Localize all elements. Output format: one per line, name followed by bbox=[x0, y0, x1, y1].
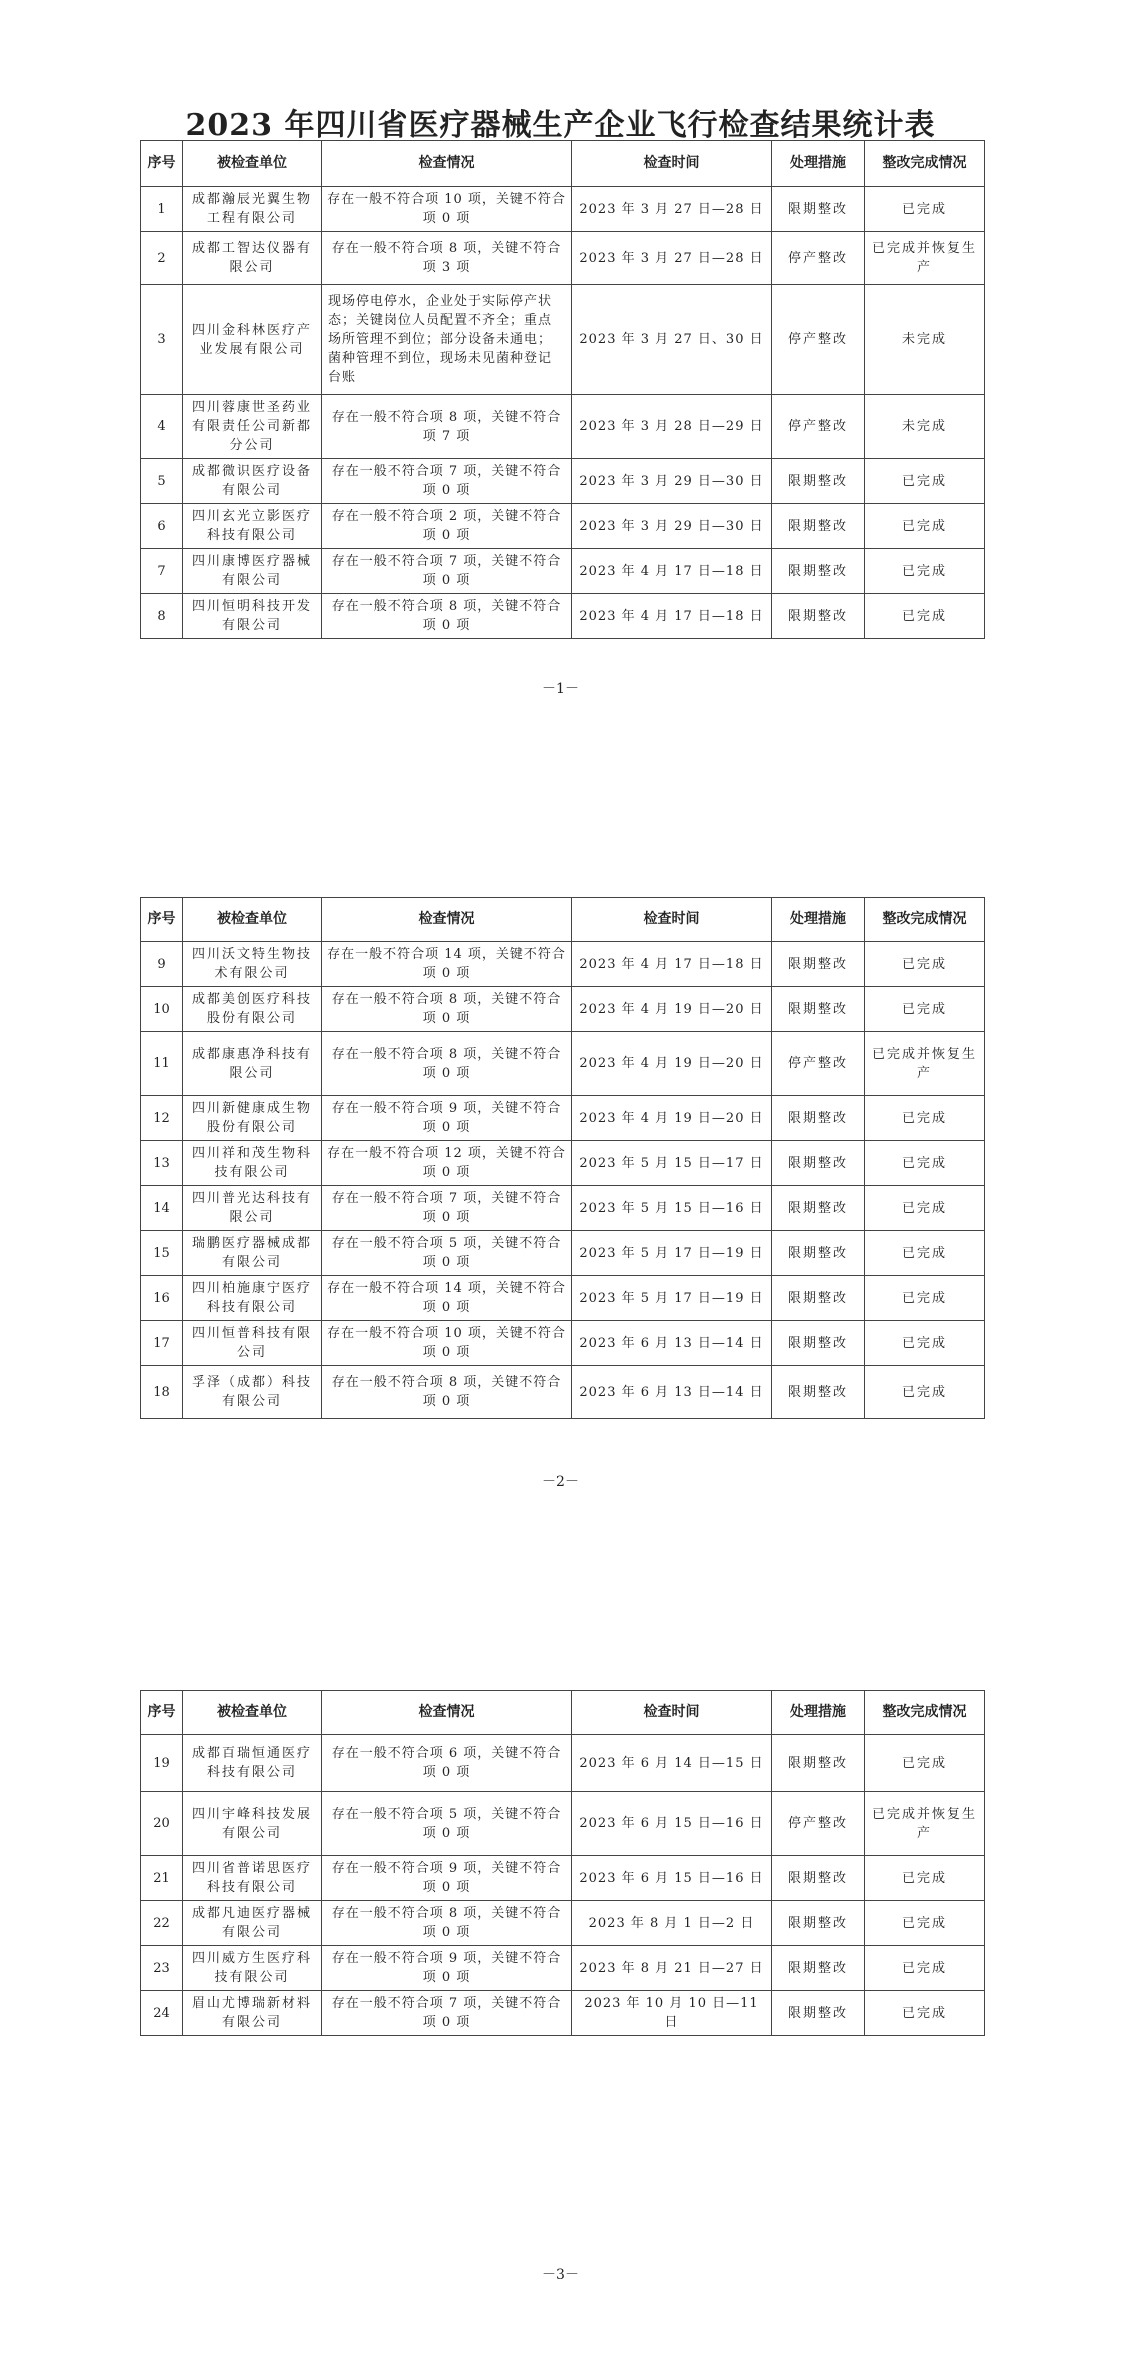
cell-date: 2023 年 4 月 19 日—20 日 bbox=[572, 1032, 772, 1096]
cell-date: 2023 年 6 月 15 日—16 日 bbox=[572, 1856, 772, 1901]
cell-measure: 限期整改 bbox=[772, 987, 865, 1032]
table-row bbox=[141, 285, 985, 395]
cell-status: 已完成 bbox=[865, 1186, 985, 1231]
cell-unit: 眉山尤博瑞新材料有限公司 bbox=[183, 1991, 322, 2036]
cell-status: 已完成 bbox=[865, 187, 985, 232]
cell-measure: 限期整改 bbox=[772, 1231, 865, 1276]
cell-unit: 四川康博医疗器械有限公司 bbox=[183, 549, 322, 594]
cell-measure: 限期整改 bbox=[772, 594, 865, 639]
cell-measure: 限期整改 bbox=[772, 1141, 865, 1186]
cell-status: 已完成并恢复生产 bbox=[865, 1032, 985, 1096]
cell-measure: 限期整改 bbox=[772, 549, 865, 594]
cell-seq: 14 bbox=[141, 1186, 183, 1231]
header-date: 检查时间 bbox=[572, 1691, 772, 1735]
table-row bbox=[141, 1032, 985, 1096]
cell-date: 2023 年 3 月 27 日—28 日 bbox=[572, 187, 772, 232]
header-detail: 检查情况 bbox=[322, 1691, 572, 1735]
cell-seq: 18 bbox=[141, 1366, 183, 1419]
cell-measure: 限期整改 bbox=[772, 1321, 865, 1366]
cell-detail: 存在一般不符合项 2 项，关键不符合项 0 项 bbox=[322, 504, 572, 549]
header-measure: 处理措施 bbox=[772, 1691, 865, 1735]
cell-detail: 存在一般不符合项 9 项，关键不符合项 0 项 bbox=[322, 1096, 572, 1141]
cell-unit: 成都瀚辰光翼生物工程有限公司 bbox=[183, 187, 322, 232]
cell-date: 2023 年 3 月 29 日—30 日 bbox=[572, 504, 772, 549]
table-row bbox=[141, 504, 985, 549]
cell-date: 2023 年 4 月 19 日—20 日 bbox=[572, 987, 772, 1032]
cell-unit: 四川普光达科技有限公司 bbox=[183, 1186, 322, 1231]
document-title: 2023 年四川省医疗器械生产企业飞行检查结果统计表 bbox=[185, 108, 936, 143]
cell-status: 已完成 bbox=[865, 459, 985, 504]
header-status: 整改完成情况 bbox=[865, 898, 985, 942]
cell-date: 2023 年 6 月 13 日—14 日 bbox=[572, 1321, 772, 1366]
cell-seq: 9 bbox=[141, 942, 183, 987]
table-row bbox=[141, 942, 985, 987]
table-row bbox=[141, 1141, 985, 1186]
cell-seq: 17 bbox=[141, 1321, 183, 1366]
cell-date: 2023 年 10 月 10 日—11 日 bbox=[572, 1991, 772, 2036]
table-row bbox=[141, 1735, 985, 1792]
cell-status: 已完成并恢复生产 bbox=[865, 232, 985, 285]
header-unit: 被检查单位 bbox=[183, 141, 322, 187]
cell-unit: 四川宇峰科技发展有限公司 bbox=[183, 1792, 322, 1856]
cell-seq: 16 bbox=[141, 1276, 183, 1321]
cell-status: 未完成 bbox=[865, 395, 985, 459]
cell-seq: 3 bbox=[141, 285, 183, 395]
cell-measure: 停产整改 bbox=[772, 1792, 865, 1856]
cell-measure: 限期整改 bbox=[772, 504, 865, 549]
cell-measure: 停产整改 bbox=[772, 232, 865, 285]
cell-detail: 存在一般不符合项 8 项，关键不符合项 0 项 bbox=[322, 594, 572, 639]
table-row bbox=[141, 1276, 985, 1321]
cell-detail: 存在一般不符合项 7 项，关键不符合项 0 项 bbox=[322, 1186, 572, 1231]
page-number: －3－ bbox=[542, 2267, 579, 2283]
cell-detail: 存在一般不符合项 8 项，关键不符合项 7 项 bbox=[322, 395, 572, 459]
header-date: 检查时间 bbox=[572, 141, 772, 187]
cell-measure: 停产整改 bbox=[772, 1032, 865, 1096]
cell-status: 已完成 bbox=[865, 1901, 985, 1946]
cell-detail: 存在一般不符合项 5 项，关键不符合项 0 项 bbox=[322, 1792, 572, 1856]
cell-unit: 四川蓉康世圣药业有限责任公司新都分公司 bbox=[183, 395, 322, 459]
header-measure: 处理措施 bbox=[772, 898, 865, 942]
cell-unit: 成都工智达仪器有限公司 bbox=[183, 232, 322, 285]
cell-date: 2023 年 4 月 17 日—18 日 bbox=[572, 594, 772, 639]
header-measure: 处理措施 bbox=[772, 141, 865, 187]
cell-measure: 限期整改 bbox=[772, 1946, 865, 1991]
table-row bbox=[141, 1856, 985, 1901]
cell-unit: 成都百瑞恒通医疗科技有限公司 bbox=[183, 1735, 322, 1792]
header-detail: 检查情况 bbox=[322, 141, 572, 187]
cell-detail: 存在一般不符合项 7 项，关键不符合项 0 项 bbox=[322, 1991, 572, 2036]
table-row bbox=[141, 1096, 985, 1141]
cell-measure: 限期整改 bbox=[772, 1991, 865, 2036]
cell-date: 2023 年 5 月 17 日—19 日 bbox=[572, 1276, 772, 1321]
cell-measure: 限期整改 bbox=[772, 1735, 865, 1792]
page-number: －1－ bbox=[542, 681, 579, 697]
cell-status: 已完成 bbox=[865, 1141, 985, 1186]
cell-unit: 四川恒明科技开发有限公司 bbox=[183, 594, 322, 639]
cell-unit: 成都凡迪医疗器械有限公司 bbox=[183, 1901, 322, 1946]
cell-seq: 1 bbox=[141, 187, 183, 232]
cell-measure: 限期整改 bbox=[772, 1276, 865, 1321]
cell-date: 2023 年 3 月 27 日—28 日 bbox=[572, 232, 772, 285]
cell-detail: 存在一般不符合项 7 项，关键不符合项 0 项 bbox=[322, 459, 572, 504]
table-row bbox=[141, 1186, 985, 1231]
header-seq: 序号 bbox=[141, 898, 183, 942]
cell-measure: 限期整改 bbox=[772, 459, 865, 504]
cell-detail: 存在一般不符合项 14 项，关键不符合项 0 项 bbox=[322, 942, 572, 987]
cell-date: 2023 年 5 月 17 日—19 日 bbox=[572, 1231, 772, 1276]
table-row bbox=[141, 987, 985, 1032]
table-row bbox=[141, 459, 985, 504]
cell-measure: 限期整改 bbox=[772, 1096, 865, 1141]
inspection-table-page-3 bbox=[140, 1690, 985, 2036]
cell-unit: 四川沃文特生物技术有限公司 bbox=[183, 942, 322, 987]
cell-date: 2023 年 6 月 13 日—14 日 bbox=[572, 1366, 772, 1419]
cell-unit: 成都康惠净科技有限公司 bbox=[183, 1032, 322, 1096]
cell-status: 已完成 bbox=[865, 549, 985, 594]
cell-status: 已完成 bbox=[865, 594, 985, 639]
cell-seq: 20 bbox=[141, 1792, 183, 1856]
cell-status: 已完成 bbox=[865, 1991, 985, 2036]
cell-date: 2023 年 3 月 28 日—29 日 bbox=[572, 395, 772, 459]
cell-status: 已完成 bbox=[865, 1735, 985, 1792]
cell-seq: 6 bbox=[141, 504, 183, 549]
cell-status: 已完成 bbox=[865, 1276, 985, 1321]
cell-detail: 存在一般不符合项 8 项，关键不符合项 0 项 bbox=[322, 1366, 572, 1419]
table-row bbox=[141, 1991, 985, 2036]
inspection-table-page-2 bbox=[140, 897, 985, 1419]
cell-detail: 存在一般不符合项 9 项，关键不符合项 0 项 bbox=[322, 1946, 572, 1991]
table-row bbox=[141, 1901, 985, 1946]
cell-status: 未完成 bbox=[865, 285, 985, 395]
cell-detail: 存在一般不符合项 7 项，关键不符合项 0 项 bbox=[322, 549, 572, 594]
header-unit: 被检查单位 bbox=[183, 1691, 322, 1735]
cell-measure: 限期整改 bbox=[772, 1856, 865, 1901]
cell-date: 2023 年 3 月 29 日—30 日 bbox=[572, 459, 772, 504]
cell-status: 已完成 bbox=[865, 1856, 985, 1901]
table-row bbox=[141, 187, 985, 232]
cell-detail: 存在一般不符合项 14 项，关键不符合项 0 项 bbox=[322, 1276, 572, 1321]
cell-unit: 四川恒普科技有限公司 bbox=[183, 1321, 322, 1366]
cell-unit: 成都微识医疗设备有限公司 bbox=[183, 459, 322, 504]
table-row bbox=[141, 395, 985, 459]
cell-unit: 四川金科林医疗产业发展有限公司 bbox=[183, 285, 322, 395]
cell-status: 已完成并恢复生产 bbox=[865, 1792, 985, 1856]
cell-date: 2023 年 6 月 14 日—15 日 bbox=[572, 1735, 772, 1792]
cell-seq: 19 bbox=[141, 1735, 183, 1792]
cell-detail: 存在一般不符合项 5 项，关键不符合项 0 项 bbox=[322, 1231, 572, 1276]
cell-detail: 存在一般不符合项 8 项，关键不符合项 0 项 bbox=[322, 1901, 572, 1946]
cell-unit: 四川玄光立影医疗科技有限公司 bbox=[183, 504, 322, 549]
cell-unit: 四川威方生医疗科技有限公司 bbox=[183, 1946, 322, 1991]
cell-status: 已完成 bbox=[865, 1946, 985, 1991]
table-row bbox=[141, 232, 985, 285]
cell-seq: 21 bbox=[141, 1856, 183, 1901]
cell-seq: 22 bbox=[141, 1901, 183, 1946]
header-status: 整改完成情况 bbox=[865, 141, 985, 187]
cell-detail: 存在一般不符合项 10 项，关键不符合项 0 项 bbox=[322, 1321, 572, 1366]
cell-seq: 15 bbox=[141, 1231, 183, 1276]
cell-detail: 存在一般不符合项 10 项，关键不符合项 0 项 bbox=[322, 187, 572, 232]
cell-measure: 限期整改 bbox=[772, 1366, 865, 1419]
table-header-row bbox=[141, 898, 985, 942]
cell-seq: 7 bbox=[141, 549, 183, 594]
cell-detail: 存在一般不符合项 8 项，关键不符合项 0 项 bbox=[322, 1032, 572, 1096]
cell-unit: 孚泽（成都）科技有限公司 bbox=[183, 1366, 322, 1419]
cell-status: 已完成 bbox=[865, 1231, 985, 1276]
cell-status: 已完成 bbox=[865, 1321, 985, 1366]
cell-date: 2023 年 3 月 27 日、30 日 bbox=[572, 285, 772, 395]
table-row bbox=[141, 1231, 985, 1276]
cell-seq: 10 bbox=[141, 987, 183, 1032]
cell-date: 2023 年 5 月 15 日—16 日 bbox=[572, 1186, 772, 1231]
header-status: 整改完成情况 bbox=[865, 1691, 985, 1735]
cell-seq: 2 bbox=[141, 232, 183, 285]
header-seq: 序号 bbox=[141, 141, 183, 187]
cell-measure: 限期整改 bbox=[772, 187, 865, 232]
cell-seq: 12 bbox=[141, 1096, 183, 1141]
cell-status: 已完成 bbox=[865, 1096, 985, 1141]
cell-detail: 存在一般不符合项 9 项，关键不符合项 0 项 bbox=[322, 1856, 572, 1901]
cell-measure: 限期整改 bbox=[772, 1901, 865, 1946]
table-row bbox=[141, 1321, 985, 1366]
cell-date: 2023 年 4 月 17 日—18 日 bbox=[572, 549, 772, 594]
cell-seq: 8 bbox=[141, 594, 183, 639]
table-row bbox=[141, 1946, 985, 1991]
header-date: 检查时间 bbox=[572, 898, 772, 942]
cell-date: 2023 年 4 月 17 日—18 日 bbox=[572, 942, 772, 987]
table-header-row bbox=[141, 141, 985, 187]
cell-date: 2023 年 4 月 19 日—20 日 bbox=[572, 1096, 772, 1141]
cell-date: 2023 年 8 月 1 日—2 日 bbox=[572, 1901, 772, 1946]
cell-date: 2023 年 5 月 15 日—17 日 bbox=[572, 1141, 772, 1186]
cell-measure: 限期整改 bbox=[772, 942, 865, 987]
page-number: －2－ bbox=[542, 1474, 579, 1490]
cell-unit: 四川祥和茂生物科技有限公司 bbox=[183, 1141, 322, 1186]
cell-unit: 四川新健康成生物股份有限公司 bbox=[183, 1096, 322, 1141]
cell-unit: 瑞鹏医疗器械成都有限公司 bbox=[183, 1231, 322, 1276]
cell-date: 2023 年 6 月 15 日—16 日 bbox=[572, 1792, 772, 1856]
cell-seq: 13 bbox=[141, 1141, 183, 1186]
cell-detail: 存在一般不符合项 12 项，关键不符合项 0 项 bbox=[322, 1141, 572, 1186]
cell-seq: 4 bbox=[141, 395, 183, 459]
table-header-row bbox=[141, 1691, 985, 1735]
cell-status: 已完成 bbox=[865, 987, 985, 1032]
table-row bbox=[141, 1366, 985, 1419]
cell-detail: 现场停电停水，企业处于实际停产状态；关键岗位人员配置不齐全；重点场所管理不到位；部分设备未通电；菌种管理不到位，现场未见菌种登记台账 bbox=[322, 285, 572, 395]
inspection-table-page-1 bbox=[140, 140, 985, 639]
cell-detail: 存在一般不符合项 6 项，关键不符合项 0 项 bbox=[322, 1735, 572, 1792]
header-detail: 检查情况 bbox=[322, 898, 572, 942]
table-row bbox=[141, 549, 985, 594]
cell-seq: 23 bbox=[141, 1946, 183, 1991]
cell-measure: 限期整改 bbox=[772, 1186, 865, 1231]
table-row bbox=[141, 594, 985, 639]
header-seq: 序号 bbox=[141, 1691, 183, 1735]
table-row bbox=[141, 1792, 985, 1856]
cell-status: 已完成 bbox=[865, 504, 985, 549]
cell-seq: 5 bbox=[141, 459, 183, 504]
cell-date: 2023 年 8 月 21 日—27 日 bbox=[572, 1946, 772, 1991]
cell-seq: 11 bbox=[141, 1032, 183, 1096]
cell-detail: 存在一般不符合项 8 项，关键不符合项 0 项 bbox=[322, 987, 572, 1032]
cell-measure: 停产整改 bbox=[772, 395, 865, 459]
cell-status: 已完成 bbox=[865, 942, 985, 987]
cell-status: 已完成 bbox=[865, 1366, 985, 1419]
cell-unit: 成都美创医疗科技股份有限公司 bbox=[183, 987, 322, 1032]
header-unit: 被检查单位 bbox=[183, 898, 322, 942]
cell-measure: 停产整改 bbox=[772, 285, 865, 395]
cell-unit: 四川省普诺思医疗科技有限公司 bbox=[183, 1856, 322, 1901]
cell-detail: 存在一般不符合项 8 项，关键不符合项 3 项 bbox=[322, 232, 572, 285]
cell-unit: 四川柏施康宁医疗科技有限公司 bbox=[183, 1276, 322, 1321]
cell-seq: 24 bbox=[141, 1991, 183, 2036]
